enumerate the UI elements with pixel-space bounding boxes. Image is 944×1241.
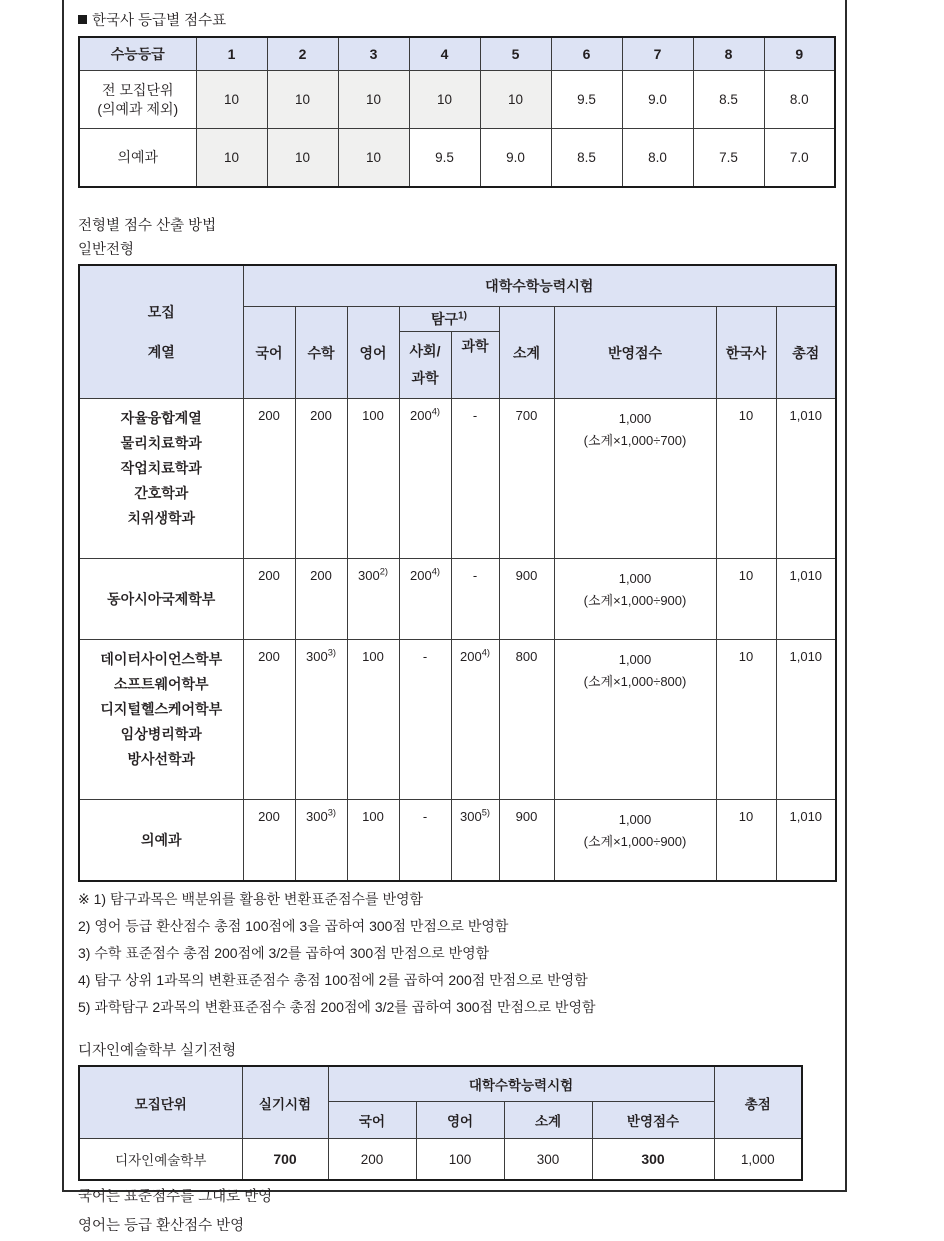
header-tamgu-sup: 1) (458, 310, 468, 322)
cell-science-value-0: - (472, 408, 478, 423)
header-social-line1: 사회/ (409, 343, 441, 359)
hanguksa-score-table (78, 36, 836, 188)
row-label-medicine (79, 129, 196, 188)
header-grade-2: 2 (267, 37, 338, 71)
cell-r1-c6: 8.0 (622, 129, 693, 188)
cell-r1-c8: 7.0 (764, 129, 835, 188)
header-grade-6: 6 (551, 37, 622, 71)
cell-english-2 (347, 640, 399, 800)
cell-total-1: 1,010 (776, 559, 836, 640)
cell-history-2: 10 (716, 640, 776, 800)
cell-total-0: 1,010 (776, 399, 836, 559)
cell-total-3: 1,010 (776, 800, 836, 882)
reflected-value: 1,000 (618, 812, 652, 827)
header-suneung-grade: 수능등급 (79, 37, 196, 71)
table-row (79, 559, 836, 640)
unit-name: 의예과 (140, 831, 182, 848)
hanguksa-heading (78, 0, 835, 36)
row-label-line1: 전 모집단위 (101, 81, 174, 98)
page-frame (62, 0, 847, 1234)
header-math: 수학 (295, 307, 347, 399)
cell-english-0 (347, 399, 399, 559)
unit-name: 작업치료학과 (120, 460, 202, 476)
cell-design-unit: 디자인예술학부 (79, 1139, 242, 1181)
header-reflected-score: 반영점수 (554, 307, 716, 399)
square-bullet-icon (78, 15, 87, 24)
cell-history-0: 10 (716, 399, 776, 559)
header-design-english: 영어 (416, 1102, 504, 1139)
cell-r0-c5: 9.5 (551, 71, 622, 129)
footnote-2: 2) 영어 등급 환산점수 총점 100점에 3을 곱하여 300점 만점으로 반영함 (78, 918, 509, 934)
header-grade-8: 8 (693, 37, 764, 71)
cell-math-value-1: 200 (310, 568, 332, 583)
header-grade-3: 3 (338, 37, 409, 71)
header-grade-4: 4 (409, 37, 480, 71)
header-social-science (399, 332, 451, 399)
header-recruit-track (79, 265, 243, 399)
cell-design-reflected: 300 (592, 1139, 714, 1181)
cell-english-value-3: 100 (362, 809, 384, 824)
cell-reflected-2 (554, 640, 716, 800)
row-units-0 (79, 399, 243, 559)
cell-math-0 (295, 399, 347, 559)
cell-korean-2: 200 (243, 640, 295, 800)
cell-english-value-1: 300 (357, 568, 380, 583)
cell-subtotal-1: 900 (499, 559, 554, 640)
cell-math-3 (295, 800, 347, 882)
cell-math-2 (295, 640, 347, 800)
tail-note-1: 국어는 표준점수를 그대로 반영 (78, 1189, 273, 1205)
page-content (78, 0, 835, 1241)
general-admission-label: 일반전형 (78, 242, 135, 258)
header-korean: 국어 (243, 307, 295, 399)
row-units-1 (79, 559, 243, 640)
cell-r0-c1: 10 (267, 71, 338, 129)
cell-subtotal-0: 700 (499, 399, 554, 559)
cell-social-sup-1: 4) (431, 566, 440, 577)
tail-note-2: 영어는 등급 환산점수 반영 (78, 1218, 245, 1234)
cell-r0-c6: 9.0 (622, 71, 693, 129)
cell-reflected-0 (554, 399, 716, 559)
cell-history-1: 10 (716, 559, 776, 640)
cell-r1-c2: 10 (338, 129, 409, 188)
cell-science-1 (451, 559, 499, 640)
general-admission-score-table (78, 264, 837, 882)
table-row (79, 129, 835, 188)
cell-social-value-0: 200 (409, 408, 432, 423)
reflected-formula: (소계×1,000÷700) (583, 433, 687, 448)
unit-name: 임상병리학과 (120, 726, 202, 742)
cell-history-3: 10 (716, 800, 776, 882)
cell-english-3 (347, 800, 399, 882)
cell-design-total: 1,000 (714, 1139, 802, 1181)
header-grade-1: 1 (196, 37, 267, 71)
header-tamgu-text: 탐구 (430, 311, 459, 327)
reflected-value: 1,000 (618, 571, 652, 586)
header-grade-9: 9 (764, 37, 835, 71)
cell-science-value-1: - (472, 568, 478, 583)
cell-math-value-2: 300 (305, 649, 328, 664)
header-subtotal: 소계 (499, 307, 554, 399)
cell-design-english: 100 (416, 1139, 504, 1181)
cell-social-2 (399, 640, 451, 800)
cell-social-value-1: 200 (409, 568, 432, 583)
header-total: 총점 (776, 307, 836, 399)
unit-name: 간호학과 (134, 485, 189, 501)
cell-r1-c3: 9.5 (409, 129, 480, 188)
header-recruit-line1: 모집 (147, 304, 175, 320)
cell-reflected-3 (554, 800, 716, 882)
cell-r0-c4: 10 (480, 71, 551, 129)
header-design-korean: 국어 (328, 1102, 416, 1139)
unit-name: 동아시아국제학부 (107, 590, 216, 607)
spacer-2 (78, 1021, 835, 1039)
cell-science-sup-2: 4) (481, 647, 490, 658)
row-units-3 (79, 800, 243, 882)
spacer-1 (78, 188, 835, 214)
row-label-line2: (의예과 제외) (97, 100, 179, 117)
cell-r0-c0: 10 (196, 71, 267, 129)
cell-science-2 (451, 640, 499, 800)
reflected-formula: (소계×1,000÷800) (583, 674, 687, 689)
cell-r1-c1: 10 (267, 129, 338, 188)
header-grade-7: 7 (622, 37, 693, 71)
cell-social-1 (399, 559, 451, 640)
cell-math-1 (295, 559, 347, 640)
reflected-formula: (소계×1,000÷900) (583, 834, 687, 849)
method-heading: 전형별 점수 산출 방법 (78, 218, 217, 234)
cell-math-sup-2: 3) (327, 647, 336, 658)
unit-name: 치위생학과 (127, 510, 196, 526)
cell-english-1 (347, 559, 399, 640)
table-row (79, 800, 836, 882)
table-row (79, 640, 836, 800)
table-row (79, 1139, 802, 1181)
row-units-2 (79, 640, 243, 800)
cell-math-value-3: 300 (305, 809, 328, 824)
cell-r0-c8: 8.0 (764, 71, 835, 129)
cell-science-value-2: 200 (459, 649, 482, 664)
header-science: 과학 (451, 332, 499, 399)
table-row (79, 399, 836, 559)
cell-english-sup-1: 2) (379, 566, 388, 577)
header-social-line2: 과학 (411, 370, 439, 386)
cell-science-value-3: 300 (459, 809, 482, 824)
unit-name: 물리치료학과 (120, 435, 202, 451)
cell-design-korean: 200 (328, 1139, 416, 1181)
cell-korean-3: 200 (243, 800, 295, 882)
cell-r0-c7: 8.5 (693, 71, 764, 129)
table-header-row-1 (79, 265, 836, 307)
cell-social-0 (399, 399, 451, 559)
table-header-row (79, 37, 835, 71)
footnote-5: 5) 과학탐구 2과목의 변환표준점수 총점 200점에 3/2를 곱하여 300점 만점으로 반영함 (78, 999, 596, 1015)
cell-science-0 (451, 399, 499, 559)
header-recruit-line2: 계열 (147, 344, 175, 360)
cell-korean-1: 200 (243, 559, 295, 640)
header-tamgu (399, 307, 499, 332)
cell-social-value-3: - (422, 809, 428, 824)
footnote-3: 3) 수학 표준점수 총점 200점에 3/2를 곱하여 300점 만점으로 반영함 (78, 945, 490, 961)
cell-r1-c7: 7.5 (693, 129, 764, 188)
header-korean-history: 한국사 (716, 307, 776, 399)
cell-subtotal-2: 800 (499, 640, 554, 800)
cell-r1-c4: 9.0 (480, 129, 551, 188)
cell-r0-c2: 10 (338, 71, 409, 129)
design-admission-label: 디자인예술학부 실기전형 (78, 1043, 237, 1059)
row-label-all-units (79, 71, 196, 129)
hanguksa-heading-text: 한국사 등급별 점수표 (92, 13, 227, 29)
cell-r1-c5: 8.5 (551, 129, 622, 188)
tail-notes-list (78, 1181, 835, 1241)
footnotes-list (78, 882, 835, 1021)
footnote-4: 4) 탐구 상위 1과목의 변환표준점수 총점 100점에 2를 곱하여 200점 만점으로 반영함 (78, 972, 588, 988)
cell-english-value-2: 100 (362, 649, 384, 664)
row-label-line1: 의예과 (117, 149, 159, 165)
reflected-value: 1,000 (618, 652, 652, 667)
cell-social-sup-0: 4) (431, 406, 440, 417)
header-grade-5: 5 (480, 37, 551, 71)
cell-design-subtotal: 300 (504, 1139, 592, 1181)
unit-name: 디지털헬스케어학부 (100, 701, 223, 717)
cell-subtotal-3: 900 (499, 800, 554, 882)
header-design-reflected: 반영점수 (592, 1102, 714, 1139)
cell-design-practical: 700 (242, 1139, 328, 1181)
cell-science-sup-3: 5) (481, 807, 490, 818)
header-design-subtotal: 소계 (504, 1102, 592, 1139)
cell-r0-c3: 10 (409, 71, 480, 129)
cell-korean-0: 200 (243, 399, 295, 559)
cell-science-3 (451, 800, 499, 882)
unit-name: 데이터사이언스학부 (100, 651, 223, 667)
header-suneung: 대학수학능력시험 (243, 265, 836, 307)
cell-r1-c0: 10 (196, 129, 267, 188)
table-row (79, 71, 835, 129)
cell-reflected-1 (554, 559, 716, 640)
cell-social-value-2: - (422, 649, 428, 664)
header-design-total: 총점 (714, 1066, 802, 1139)
cell-english-value-0: 100 (362, 408, 384, 423)
header-practical-exam: 실기시험 (242, 1066, 328, 1139)
design-admission-score-table (78, 1065, 803, 1181)
reflected-value: 1,000 (618, 411, 652, 426)
header-design-unit: 모집단위 (79, 1066, 242, 1139)
reflected-formula: (소계×1,000÷900) (583, 593, 687, 608)
unit-name: 자율융합계열 (120, 410, 202, 426)
header-english: 영어 (347, 307, 399, 399)
table-header-row-1 (79, 1066, 802, 1102)
cell-math-sup-3: 3) (327, 807, 336, 818)
header-design-suneung: 대학수학능력시험 (328, 1066, 714, 1102)
cell-total-2: 1,010 (776, 640, 836, 800)
unit-name: 방사선학과 (127, 751, 196, 767)
cell-math-value-0: 200 (310, 408, 332, 423)
footnote-1: ※ 1) 탐구과목은 백분위를 활용한 변환표준점수를 반영함 (78, 891, 424, 907)
unit-name: 소프트웨어학부 (113, 676, 209, 692)
cell-social-3 (399, 800, 451, 882)
